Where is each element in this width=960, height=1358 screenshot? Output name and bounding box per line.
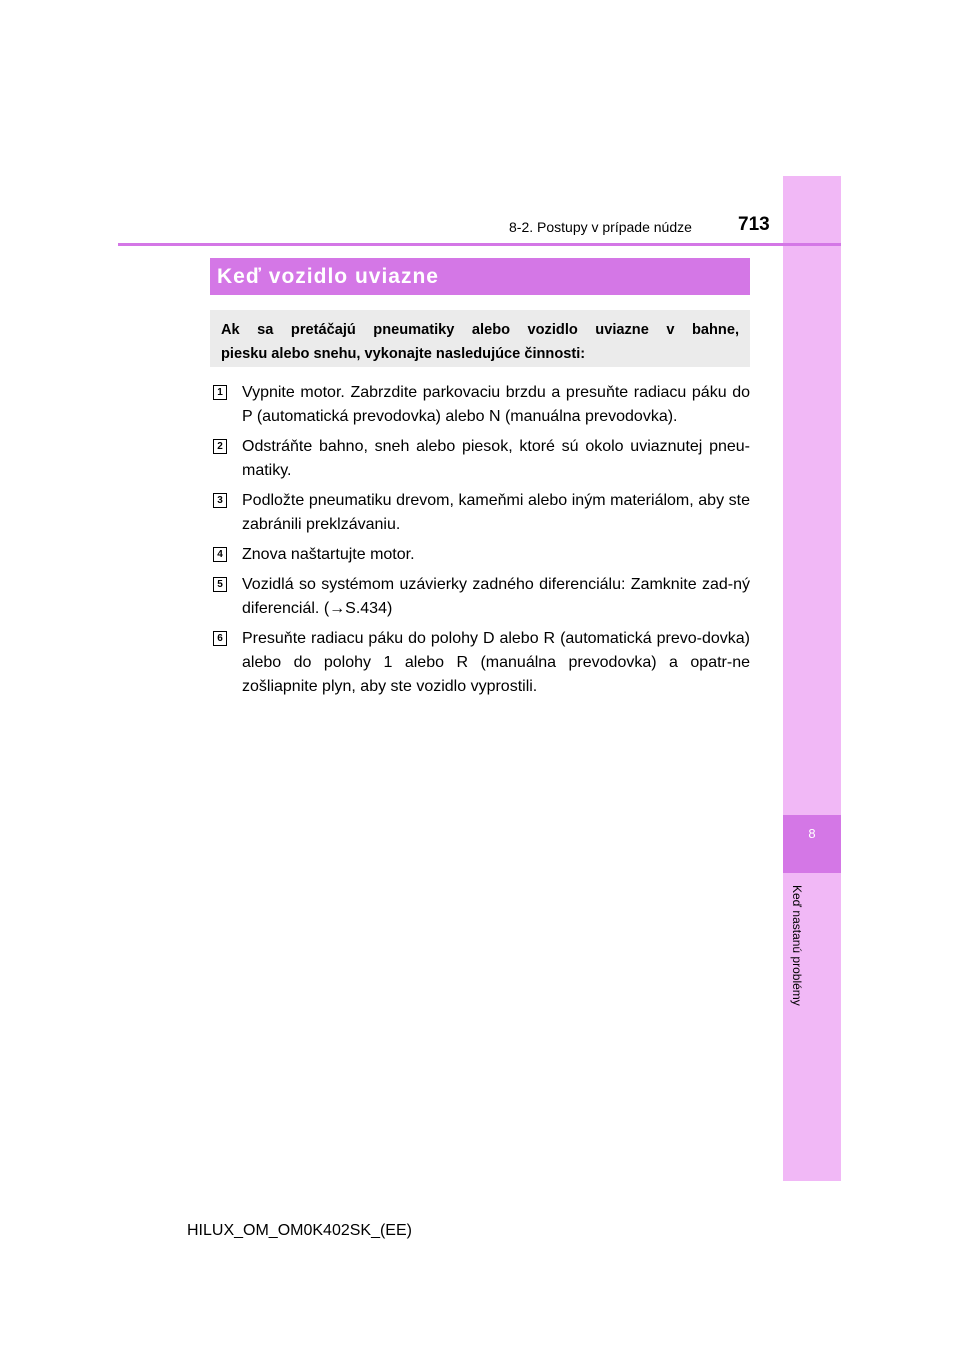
- section-header: 8-2. Postupy v prípade núdze: [509, 219, 692, 235]
- step-text: Podložte pneumatiku drevom, kameňmi alebo iným materiálom, aby ste zabránili preklzávaniu.: [242, 492, 750, 533]
- chapter-number: 8: [808, 826, 816, 841]
- step-text: Odstráňte bahno, sneh alebo piesok, ktoré sú okolo uviaznutej pneu-matiky.: [242, 438, 750, 479]
- header-rule: [118, 243, 841, 246]
- document-code: HILUX_OM_OM0K402SK_(EE): [187, 1222, 412, 1239]
- section-title-bar: [210, 258, 750, 295]
- step-item: [213, 543, 750, 567]
- chapter-number-tab: [783, 815, 841, 873]
- section-title: Keď vozidlo uviazne: [217, 264, 439, 288]
- step-number: 2: [213, 439, 227, 454]
- steps-list: [213, 381, 750, 705]
- step-text: Vypnite motor. Zabrzdite parkovaciu brzdu a presuňte radiacu páku do P (automatická prevodovka) alebo N (manuálna prevodovka).: [242, 384, 750, 425]
- intro-line-2: piesku alebo snehu, vykonajte nasledujúce činnosti:: [221, 346, 586, 362]
- step-number: 5: [213, 577, 227, 592]
- step-text: Presuňte radiacu páku do polohy D alebo R (automatická prevo-dovka) alebo do polohy 1 alebo R (manuálna prevodovka) a opatr-ne zošliapnite plyn, aby ste vozidlo vyprostili.: [242, 630, 750, 695]
- step-item: [213, 381, 750, 429]
- step-item: [213, 489, 750, 537]
- step-number: 3: [213, 493, 227, 508]
- step-item: [213, 627, 750, 699]
- step-number: 4: [213, 547, 227, 562]
- step-text: Znova naštartujte motor.: [242, 546, 415, 563]
- step-item: [213, 435, 750, 483]
- step-number: 1: [213, 385, 227, 400]
- intro-line-1: Ak sa pretáčajú pneumatiky alebo vozidlo uviazne v bahne,: [221, 322, 739, 338]
- intro-box: [210, 310, 750, 367]
- chapter-title: Keď nastanú problémy: [790, 885, 804, 1006]
- step-text: Vozidlá so systémom uzávierky zadného diferenciálu: Zamknite zad-ný diferenciál. (→S.434): [242, 576, 750, 617]
- page-number: 713: [738, 214, 770, 235]
- step-number: 6: [213, 631, 227, 646]
- step-item: [213, 573, 750, 621]
